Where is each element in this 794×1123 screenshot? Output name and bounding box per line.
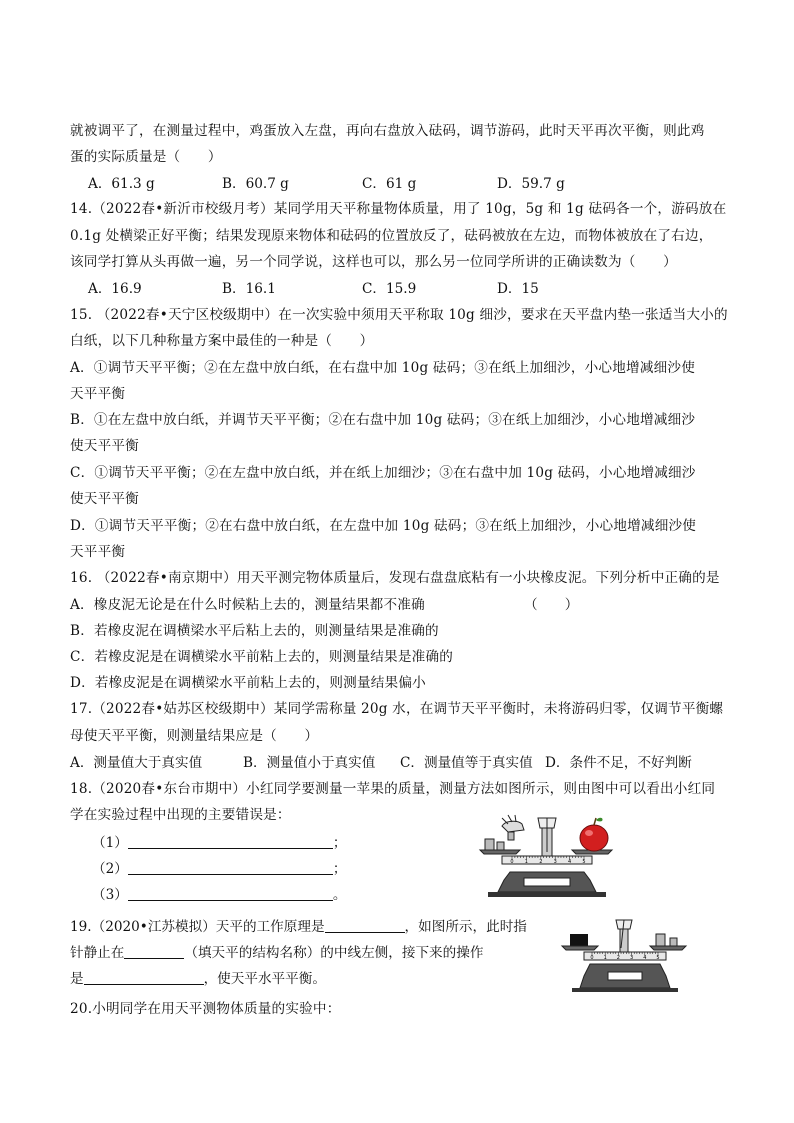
base-foot — [488, 892, 606, 897]
base-window — [524, 878, 570, 886]
q14-option-c: C．15.9 — [362, 281, 417, 297]
q15-option-a-line1: A．①调节天平平衡；②在左盘中放白纸，在右盘中加 10g 砝码；③在纸上加细沙，小心地增减细沙使 — [70, 360, 695, 376]
q16-option-c: C．若橡皮泥是在调横梁水平前粘上去的，则测量结果是准确的 — [70, 649, 454, 665]
q17-option-b: B．测量值小于真实值 — [243, 755, 376, 771]
q14-text-line3: 该同学打算从头再做一遍，另一个同学说，这样也可以，那么另一位同学所讲的正确读数为（ ） — [70, 254, 677, 270]
q19-balance-figure — [560, 918, 695, 996]
q13-text-line1: 就被调平了，在测量过程中，鸡蛋放入左盘，再向右盘放入砝码，调节游码，此时天平再次平衡，则此鸡 — [70, 123, 705, 139]
q16-text-line1: 16. （2022春•南京期中）用天平测完物体质量后，发现右盘盘底粘有一小块橡皮泥。下列分析中正确的是 — [70, 570, 720, 586]
q19-line3-end: ，使天平水平平衡。 — [203, 971, 326, 987]
q14-option-a: A．16.9 — [88, 281, 142, 297]
q16-option-d: D．若橡皮泥是在调横梁水平前粘上去的，则测量结果偏小 — [70, 675, 426, 691]
q19-text-line1 — [70, 918, 527, 936]
q19-text-line3 — [70, 970, 326, 988]
left-pan — [562, 946, 598, 950]
q18-item-3-label: （3） — [92, 887, 128, 903]
scale-label: 4 — [643, 955, 647, 961]
q19-line1-end: ，如图所示，此时指 — [404, 919, 527, 935]
q20-text-line1: 20.小明同学在用天平测物体质量的实验中： — [70, 1001, 341, 1017]
q13-option-b: B．60.7 g — [222, 176, 289, 192]
q19-blank-principle[interactable] — [325, 918, 405, 933]
q18-blank-1[interactable] — [128, 834, 333, 849]
q16-answer-bracket: （ ） — [524, 597, 579, 613]
q16-option-a: A．橡皮泥无论是在什么时候粘上去的，测量结果都不准确 — [70, 597, 425, 613]
q18-item-2 — [92, 860, 346, 878]
scale-label: 2 — [616, 955, 620, 961]
q15-text-line1: 15. （2022春•天宁区校级期中）在一次实验中须用天平称取 10g 细沙，要求在天平盘内垫一张适当大小的 — [70, 307, 728, 323]
q14-text-line1: 14.（2022春•新沂市校级月考）某同学用天平称量物体质量，用了 10g，5g 和 1g 砝码各一个，游码放在 — [70, 201, 727, 217]
q16-option-b: B．若橡皮泥在调横梁水平后粘上去的，则测量结果是准确的 — [70, 623, 439, 639]
q15-option-d-line2: 天平平衡 — [70, 544, 126, 560]
scale-label: 3 — [630, 955, 634, 961]
weight-icon — [485, 839, 494, 850]
scale-label: 0 — [510, 859, 514, 865]
q13-text-line2: 蛋的实际质量是（ ） — [70, 149, 222, 165]
base-window — [608, 972, 642, 980]
balance-pillar — [620, 928, 628, 952]
q18-blank-3[interactable] — [128, 886, 333, 901]
q18-item-1 — [92, 834, 346, 852]
q15-option-d-line1: D．①调节天平平衡；②在右盘中放白纸，在左盘中加 10g 砝码；③在纸上加细沙，小心地增减细沙使 — [70, 518, 697, 534]
object-block-icon — [570, 934, 588, 946]
q18-item-3 — [92, 886, 346, 904]
q19-line2-start: 针静止在 — [70, 945, 125, 961]
q13-option-a: A．61.3 g — [88, 176, 155, 192]
scale-label: 1 — [603, 955, 607, 961]
beam-scale — [584, 952, 666, 960]
q15-text-line2: 白纸，以下几种称量方案中最佳的一种是（ ） — [70, 333, 374, 349]
q19-blank-structure[interactable] — [124, 944, 184, 959]
q14-text-line2: 0.1g 处横梁正好平衡；结果发现原来物体和砝码的位置放反了，砝码被放在左边，而物体被放在了右边， — [70, 228, 713, 244]
q13-option-d: D．59.7 g — [497, 176, 565, 192]
hand-icon — [502, 815, 524, 832]
apple-icon — [580, 818, 608, 851]
q19-line1-start: 19.（2020•江苏模拟）天平的工作原理是 — [70, 919, 325, 935]
left-pan — [480, 850, 520, 854]
q15-option-b-line2: 使天平平衡 — [70, 438, 139, 454]
right-pan — [650, 946, 686, 950]
scale-label: 0 — [590, 955, 594, 961]
q18-item-2-label: （2） — [92, 861, 128, 877]
q17-option-a: A．测量值大于真实值 — [70, 755, 203, 771]
q17-option-d: D．条件不足，不好判断 — [545, 755, 692, 771]
weight-small-icon — [670, 938, 677, 946]
q18-text-line2: 学在实验过程中出现的主要错误是： — [70, 807, 291, 823]
q18-item-3-end: 。 — [332, 887, 347, 903]
q14-option-b: B．16.1 — [222, 281, 276, 297]
q17-text-line1: 17.（2022春•姑苏区校级期中）某同学需称量 20g 水，在调节天平平衡时，未将游码归零，仅调节平衡螺 — [70, 701, 724, 717]
q18-text-line1: 18.（2020春•东台市期中）小红同学要测量一苹果的质量，测量方法如图所示，则由图中可以看出小红同 — [70, 781, 716, 797]
weight-in-hand-icon — [508, 832, 514, 840]
q17-text-line2: 母使天平平衡，则测量结果应是（ ） — [70, 728, 319, 744]
scale-label: 2 — [539, 859, 543, 865]
weight-icon — [656, 934, 665, 946]
q13-option-c: C．61 g — [362, 176, 417, 192]
q18-balance-figure — [472, 812, 622, 904]
scale-label: 1 — [524, 859, 528, 865]
q18-item-1-end: ； — [332, 835, 347, 851]
weight-small-icon — [497, 842, 504, 850]
q15-option-c-line1: C．①调节天平平衡；②在左盘中放白纸，并在纸上加细沙；③在右盘中加 10g 砝码，小心地增减细沙 — [70, 465, 696, 481]
scale-label: 5 — [582, 859, 586, 865]
q18-blank-2[interactable] — [128, 860, 333, 875]
scale-label: 3 — [553, 859, 557, 865]
q19-blank-operation[interactable] — [84, 970, 204, 985]
q18-item-1-label: （1） — [92, 835, 128, 851]
scale-label: 5 — [656, 955, 660, 961]
q15-option-a-line2: 天平平衡 — [70, 386, 126, 402]
q17-option-c: C．测量值等于真实值 — [400, 755, 533, 771]
q15-option-b-line1: B．①在左盘中放白纸，并调节天平平衡；②在右盘中加 10g 砝码；③在纸上加细沙，小心地增减细沙 — [70, 412, 696, 428]
q19-line2-end: （填天平的结构名称）的中线左侧，接下来的操作 — [184, 945, 484, 961]
q19-text-line2 — [70, 944, 483, 962]
scale-label: 4 — [568, 859, 572, 865]
q15-option-c-line2: 使天平平衡 — [70, 491, 139, 507]
q18-item-2-end: ； — [332, 861, 347, 877]
base-foot — [572, 988, 678, 992]
q14-option-d: D．15 — [497, 281, 539, 297]
q19-line3-start: 是 — [70, 971, 84, 987]
